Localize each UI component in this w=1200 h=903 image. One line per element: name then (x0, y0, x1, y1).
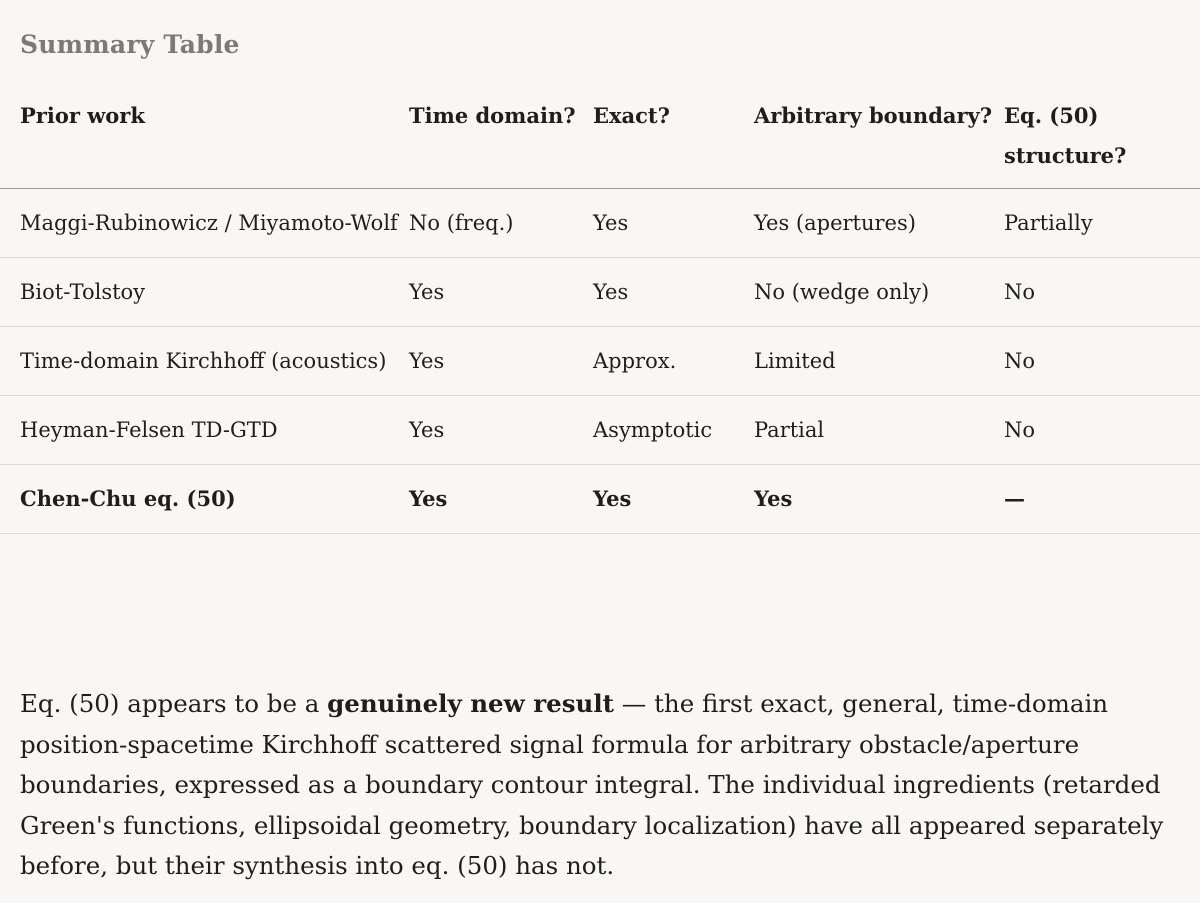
cell-prior-work: Time-domain Kirchhoff (acoustics) (0, 327, 409, 396)
header-eq50-structure: Eq. (50) structure? (1004, 92, 1200, 189)
cell-exact: Asymptotic (593, 396, 754, 465)
cell-arbitrary-boundary: Yes (754, 465, 1004, 534)
summary-table (0, 92, 1200, 534)
cell-prior-work: Biot-Tolstoy (0, 258, 409, 327)
paragraph-body: — the first exact, general, time-domain position-spacetime Kirchhoff scattered signal formula for arbitrary obstacle/aperture boundaries, expressed as a boundary contour integral. The individual ingredients (retarded Green's functions, ellipsoidal geometry, boundary localization) have all appeared separately before, but their synthesis into eq. (50) has not. (20, 689, 1164, 880)
cell-eq50-structure: No (1004, 258, 1200, 327)
cell-prior-work: Maggi-Rubinowicz / Miyamoto-Wolf (0, 189, 409, 258)
summary-paragraph (20, 684, 1195, 887)
table-row (0, 189, 1200, 258)
table-row (0, 258, 1200, 327)
cell-time-domain: Yes (409, 327, 593, 396)
paragraph-emphasis: genuinely new result (327, 689, 614, 718)
cell-arbitrary-boundary: Yes (apertures) (754, 189, 1004, 258)
cell-eq50-structure: No (1004, 327, 1200, 396)
cell-prior-work: Chen-Chu eq. (50) (0, 465, 409, 534)
cell-eq50-structure: — (1004, 465, 1200, 534)
section-heading: Summary Table (20, 30, 240, 59)
header-prior-work: Prior work (0, 92, 409, 189)
cell-arbitrary-boundary: No (wedge only) (754, 258, 1004, 327)
cell-exact: Approx. (593, 327, 754, 396)
table-row-highlight (0, 465, 1200, 534)
table-row (0, 396, 1200, 465)
cell-arbitrary-boundary: Limited (754, 327, 1004, 396)
header-time-domain: Time domain? (409, 92, 593, 189)
cell-prior-work: Heyman-Felsen TD-GTD (0, 396, 409, 465)
paragraph-lead: Eq. (50) appears to be a (20, 689, 328, 718)
cell-exact: Yes (593, 258, 754, 327)
cell-time-domain: No (freq.) (409, 189, 593, 258)
header-exact: Exact? (593, 92, 754, 189)
cell-exact: Yes (593, 189, 754, 258)
cell-eq50-structure: No (1004, 396, 1200, 465)
table-row (0, 327, 1200, 396)
cell-time-domain: Yes (409, 258, 593, 327)
cell-time-domain: Yes (409, 465, 593, 534)
cell-eq50-structure: Partially (1004, 189, 1200, 258)
cell-time-domain: Yes (409, 396, 593, 465)
cell-arbitrary-boundary: Partial (754, 396, 1004, 465)
table-header-row (0, 92, 1200, 189)
header-arbitrary-boundary: Arbitrary boundary? (754, 92, 1004, 189)
cell-exact: Yes (593, 465, 754, 534)
